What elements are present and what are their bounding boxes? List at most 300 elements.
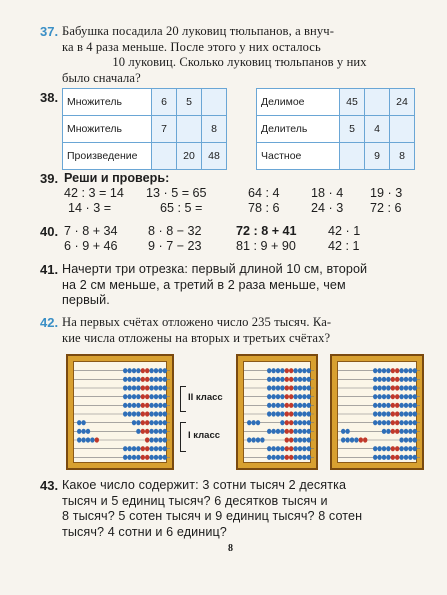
multiplication-table [62,88,227,170]
abacus-bead [163,429,167,434]
abacus-bead [382,385,386,390]
abacus-bead [285,368,289,373]
abacus-bead [145,394,149,399]
table-cell: 45 [340,89,365,116]
abacus-bead [391,411,395,416]
abacus-bead [149,377,153,382]
problem-number: 41. [40,262,59,277]
abacus-bead [276,368,280,373]
abacus-bead [298,368,302,373]
abacus-bead [377,385,381,390]
abacus-bead [95,437,99,442]
abacus-bead [377,377,381,382]
abacus-bead [267,411,271,416]
abacus-bead [77,429,81,434]
table-cell [177,116,202,143]
abacus-bead [280,420,284,425]
abacus-bead [280,368,284,373]
abacus-bead [271,403,275,408]
abacus-bead [145,437,149,442]
abacus-bead [404,368,408,373]
abacus-bead [154,420,158,425]
text-line: на 2 см меньше, а третий в 2 раза меньше, чем [62,277,346,292]
abacus-bead [127,394,131,399]
abacus-bead [154,377,158,382]
abacus-bead [298,394,302,399]
abacus-bead [391,394,395,399]
abacus-bead [141,394,145,399]
class-2-label: II класс [188,392,223,403]
abacus-bead [163,394,167,399]
abacus-bead [154,394,158,399]
abacus-bead [280,429,284,434]
expression: 24 · 3 [311,201,344,215]
abacus-bead [267,455,271,460]
table-cell [340,143,365,170]
abacus-bead [127,368,131,373]
abacus-bead [276,394,280,399]
abacus-bead [293,420,297,425]
abacus-bead [280,455,284,460]
abacus-bead [413,429,417,434]
abacus-bead [276,446,280,451]
abacus-bead [399,411,403,416]
abacus-bead [163,377,167,382]
abacus-bead [149,446,153,451]
abacus-bead [377,403,381,408]
abacus-bead [373,446,377,451]
abacus-bead [149,368,153,373]
abacus-bead [391,429,395,434]
abacus-bead [408,368,412,373]
abacus-bead [127,377,131,382]
abacus-bead [399,455,403,460]
abacus-bead [404,394,408,399]
abacus-bead [293,411,297,416]
abacus-bead [395,377,399,382]
abacus-bead [395,411,399,416]
abacus-bead [154,411,158,416]
problem-text [62,24,417,86]
abacus-bead [395,394,399,399]
problem-number: 42. [40,315,59,330]
abacus-bead [149,429,153,434]
abacus-bead [158,455,162,460]
problem-text [62,262,417,309]
abacus-bead [285,420,289,425]
table-cell: 9 [365,143,390,170]
abacus-bead [289,446,293,451]
abacus-bead [145,455,149,460]
text-line: было сначала? [62,70,141,85]
abacus-bead [132,377,136,382]
abacus-bead [145,377,149,382]
abacus-bead [386,420,390,425]
expression: 7 · 8 + 34 [64,224,118,238]
abacus-bead [345,437,349,442]
text-line: 10 луковиц. Сколько луковиц тюльпанов у них [112,55,367,70]
table-cell [365,89,390,116]
problem-number: 40. [40,224,59,239]
abacus-bead [377,394,381,399]
abacus-bead [413,411,417,416]
abacus-bead [302,394,306,399]
abacus-bead [373,411,377,416]
brace-class1 [180,422,186,452]
abacus-bead [413,446,417,451]
abacus-bead [247,437,251,442]
abacus-bead [293,377,297,382]
abacus-3-beads [338,362,420,466]
abacus-bead [307,394,311,399]
problem-text [62,478,417,540]
abacus-bead [413,437,417,442]
table-cell: Делимое [257,89,340,116]
abacus-bead [293,368,297,373]
abacus-bead [136,446,140,451]
abacus-bead [136,411,140,416]
abacus-bead [154,368,158,373]
abacus-bead [298,411,302,416]
expression: 13 · 5 = 65 [146,186,207,200]
abacus-bead [307,368,311,373]
abacus-bead [123,394,127,399]
abacus-bead [293,446,297,451]
abacus-bead [285,403,289,408]
abacus-bead [127,411,131,416]
abacus-bead [123,385,127,390]
abacus-bead [289,429,293,434]
abacus-bead [293,394,297,399]
abacus-bead [373,403,377,408]
abacus-bead [289,437,293,442]
abacus-bead [149,394,153,399]
text-line: 8 тысяч? 5 сотен тысяч и 9 единиц тысяч? 8 сотен [62,509,363,524]
table-cell: 6 [152,89,177,116]
problem-number: 37. [40,24,59,39]
abacus-bead [141,385,145,390]
table-cell: 8 [390,143,415,170]
abacus-bead [145,429,149,434]
abacus-bead [123,403,127,408]
abacus-bead [247,420,251,425]
abacus-bead [408,420,412,425]
abacus-bead [251,420,255,425]
abacus-bead [127,385,131,390]
abacus-bead [404,437,408,442]
abacus-bead [141,455,145,460]
abacus-bead [289,455,293,460]
abacus-bead [271,429,275,434]
abacus-bead [404,429,408,434]
table-cell: 5 [177,89,202,116]
abacus-bead [307,403,311,408]
text-line: тысяч? 4 сотни и 6 единиц? [62,524,227,539]
abacus-bead [413,403,417,408]
problem-number: 43. [40,478,59,493]
abacus-bead [158,368,162,373]
abacus-bead [256,437,260,442]
abacus-bead [404,377,408,382]
abacus-bead [163,437,167,442]
abacus-bead [307,455,311,460]
abacus-bead [158,385,162,390]
expression: 14 · 3 = [68,201,112,215]
abacus-bead [298,446,302,451]
table-row [63,116,227,143]
abacus-bead [377,411,381,416]
abacus-bead [289,385,293,390]
table-cell: 4 [365,116,390,143]
problem-number: 39. [40,171,59,186]
expression: 78 : 6 [248,201,280,215]
expression: 42 : 1 [328,239,360,253]
abacus-bead [141,446,145,451]
abacus-bead [382,411,386,416]
abacus-bead [289,377,293,382]
abacus-bead [404,455,408,460]
abacus-bead [149,437,153,442]
table-row [257,89,415,116]
abacus-bead [293,437,297,442]
table-cell: Произведение [63,143,152,170]
abacus-bead [293,455,297,460]
abacus-bead [132,420,136,425]
expression: 8 · 8 − 32 [148,224,202,238]
abacus-bead [271,411,275,416]
abacus-bead [408,411,412,416]
abacus-bead [373,368,377,373]
table-cell: 48 [202,143,227,170]
abacus-bead [90,437,94,442]
abacus-bead [302,368,306,373]
abacus-bead [404,446,408,451]
expression: 18 · 4 [311,186,344,200]
abacus-bead [127,403,131,408]
abacus-bead [382,429,386,434]
abacus-bead [307,420,311,425]
abacus-bead [399,385,403,390]
abacus-bead [276,385,280,390]
abacus-bead [289,368,293,373]
abacus-bead [377,446,381,451]
abacus-bead [302,437,306,442]
abacus-bead [136,455,140,460]
abacus-bead [154,403,158,408]
abacus-bead [395,429,399,434]
expression: 19 · 3 [370,186,403,200]
abacus-bead [141,429,145,434]
table-cell: Множитель [63,89,152,116]
abacus-bead [391,368,395,373]
text-line: Начерти три отрезка: первый длиной 10 см, второй [62,262,368,276]
abacus-bead [298,429,302,434]
abacus-1-beads [74,362,170,466]
abacus-bead [149,385,153,390]
abacus-bead [386,429,390,434]
abacus-bead [267,385,271,390]
abacus-bead [413,377,417,382]
abacus-bead [267,446,271,451]
abacus-1 [66,354,174,470]
abacus-bead [285,394,289,399]
table-row [63,143,227,170]
abacus-bead [154,437,158,442]
expression: 65 : 5 = [160,201,203,215]
abacus-bead [289,420,293,425]
abacus-bead [341,437,345,442]
abacus-bead [413,385,417,390]
abacus-bead [395,368,399,373]
abacus-bead [298,455,302,460]
abacus-bead [307,429,311,434]
abacus-bead [298,385,302,390]
abacus-bead [267,377,271,382]
problem-text [62,315,417,346]
table-cell: Множитель [63,116,152,143]
abacus-bead [302,403,306,408]
text-line: кие числа отложены на вторых и третьих счётах? [62,330,331,345]
abacus-bead [136,429,140,434]
abacus-bead [298,377,302,382]
abacus-bead [136,403,140,408]
abacus-bead [280,377,284,382]
abacus-bead [251,437,255,442]
abacus-bead [391,420,395,425]
abacus-bead [276,403,280,408]
abacus-bead [373,455,377,460]
abacus-bead [158,429,162,434]
abacus-bead [136,420,140,425]
abacus-bead [141,377,145,382]
abacus-bead [267,403,271,408]
abacus-bead [408,455,412,460]
abacus-bead [298,437,302,442]
abacus-bead [280,403,284,408]
abacus-bead [86,429,90,434]
abacus-bead [382,368,386,373]
abacus-bead [391,403,395,408]
abacus-bead [399,394,403,399]
abacus-bead [408,394,412,399]
abacus-bead [136,368,140,373]
table-row [63,89,227,116]
abacus-bead [386,394,390,399]
abacus-bead [158,377,162,382]
abacus-bead [267,394,271,399]
abacus-bead [132,385,136,390]
abacus-bead [141,420,145,425]
abacus-bead [145,446,149,451]
table-cell: 20 [177,143,202,170]
abacus-bead [382,394,386,399]
abacus-bead [158,394,162,399]
abacus-bead [345,429,349,434]
abacus-bead [285,437,289,442]
abacus-bead [399,420,403,425]
abacus-bead [377,455,381,460]
abacus-bead [386,455,390,460]
abacus-bead [154,446,158,451]
abacus-bead [145,385,149,390]
abacus-bead [293,403,297,408]
abacus-bead [280,385,284,390]
abacus-bead [276,377,280,382]
abacus-bead [158,420,162,425]
abacus-bead [136,385,140,390]
abacus-bead [81,420,85,425]
abacus-bead [386,446,390,451]
text-line: первый. [62,293,110,308]
class-1-label: I класс [188,430,221,441]
abacus-bead [413,455,417,460]
abacus-bead [158,437,162,442]
abacus-bead [163,455,167,460]
abacus-bead [382,377,386,382]
abacus-bead [359,437,363,442]
abacus-bead [158,403,162,408]
abacus-bead [399,446,403,451]
table-cell: 5 [340,116,365,143]
abacus-bead [298,403,302,408]
abacus-bead [382,446,386,451]
abacus-bead [285,446,289,451]
abacus-bead [271,455,275,460]
text-line: ка в 4 раза меньше. После этого у них осталось [62,39,321,54]
abacus-bead [307,377,311,382]
abacus-bead [163,385,167,390]
abacus-bead [373,377,377,382]
abacus-bead [307,385,311,390]
abacus-bead [302,446,306,451]
table-cell [202,89,227,116]
abacus-bead [386,403,390,408]
abacus-bead [289,411,293,416]
abacus-bead [141,403,145,408]
abacus-bead [293,429,297,434]
abacus-bead [404,411,408,416]
abacus-bead [267,368,271,373]
abacus-bead [145,368,149,373]
abacus-bead [280,394,284,399]
problem-title: Реши и проверь: [64,171,170,185]
abacus-bead [132,455,136,460]
table-row [257,143,415,170]
abacus-bead [386,385,390,390]
abacus-bead [373,420,377,425]
table-cell [390,116,415,143]
abacus-bead [163,403,167,408]
abacus-bead [413,368,417,373]
abacus-bead [391,446,395,451]
expression: 42 · 1 [328,224,361,238]
abacus-bead [307,446,311,451]
abacus-bead [377,368,381,373]
abacus-bead [86,437,90,442]
abacus-bead [276,455,280,460]
abacus-bead [77,420,81,425]
table-cell: 7 [152,116,177,143]
abacus-bead [302,455,306,460]
abacus-bead [81,429,85,434]
abacus-bead [163,411,167,416]
abacus-bead [280,446,284,451]
abacus-bead [373,385,377,390]
abacus-bead [363,437,367,442]
expression: 72 : 8 + 41 [236,224,297,238]
abacus-bead [145,403,149,408]
text-line: Бабушка посадила 20 луковиц тюльпанов, а внуч- [62,24,335,38]
